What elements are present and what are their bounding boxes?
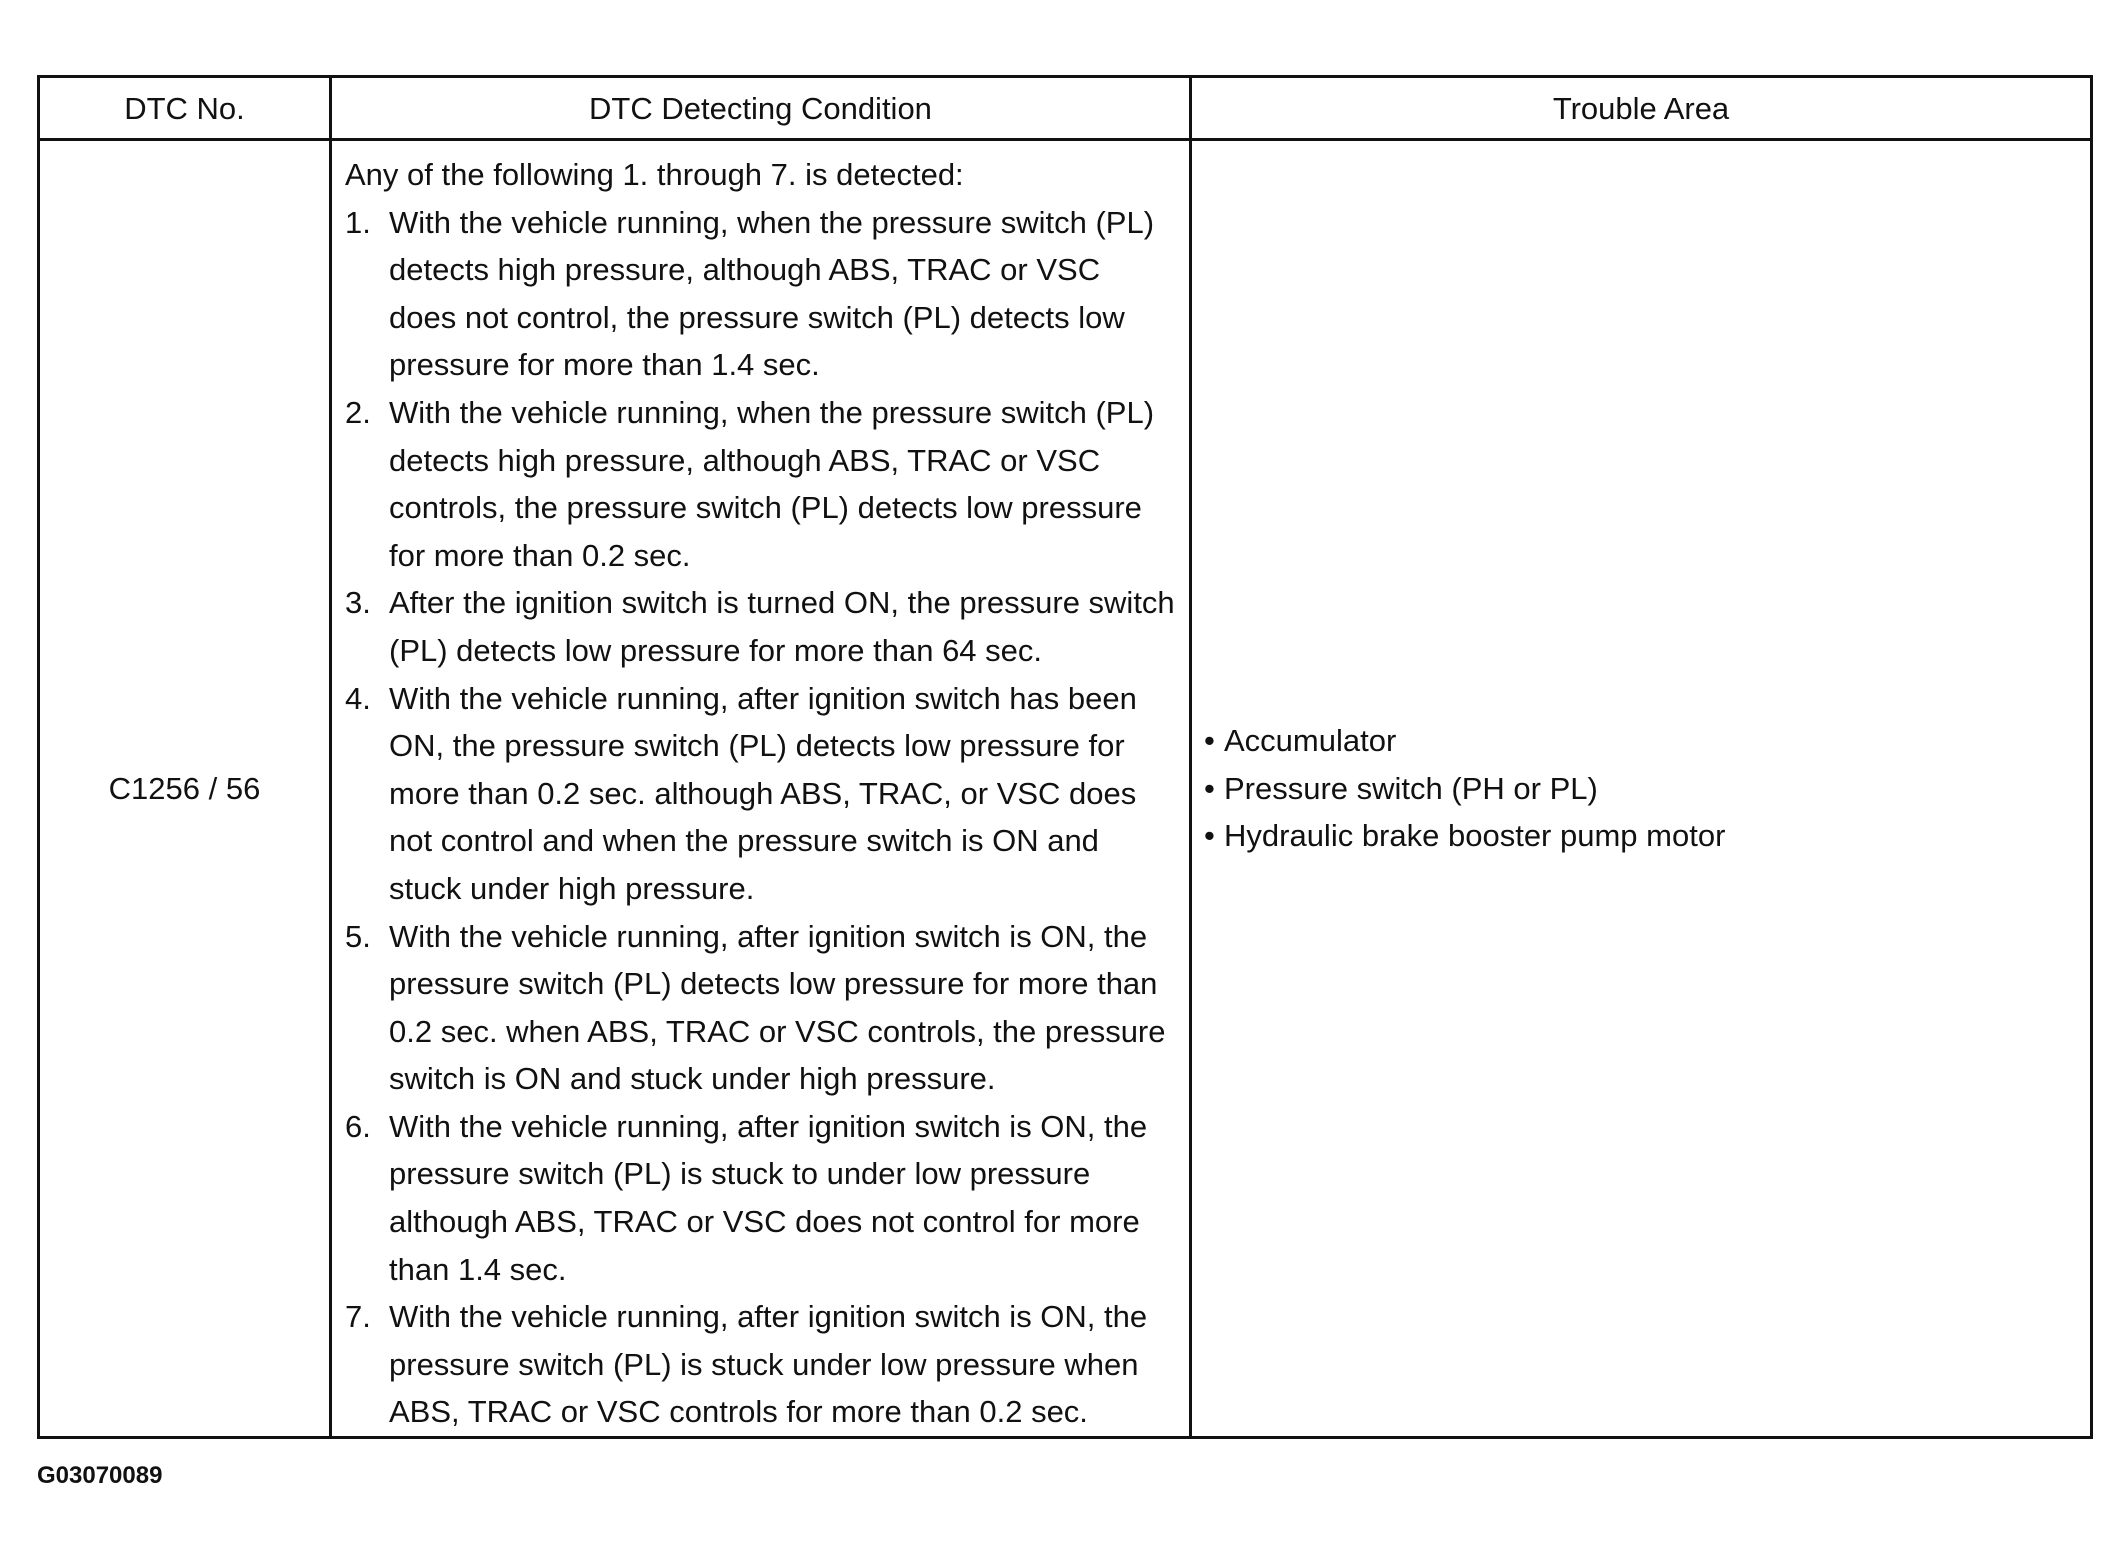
figure-id: G03070089 — [37, 1462, 163, 1489]
condition-number: 5. — [345, 918, 371, 954]
trouble-area-text: Accumulator — [1224, 723, 1397, 759]
header-trouble-area: Trouble Area — [1191, 77, 2092, 140]
condition-text: With the vehicle running, when the pressure switch (PL) detects high pressure, although ABS, TRAC or VSC does not control, the pressure switch (PL) detects low pressure for more than 1.4 sec. — [389, 204, 1155, 383]
condition-item — [345, 199, 1175, 389]
condition-item — [345, 913, 1175, 1103]
condition-number: 2. — [345, 394, 371, 430]
condition-text: With the vehicle running, after ignition switch is ON, the pressure switch (PL) is stuck under low pressure when ABS, TRAC or VSC controls for more than 0.2 sec. — [389, 1299, 1148, 1430]
trouble-area-list — [1204, 717, 2090, 860]
trouble-area-text: Pressure switch (PH or PL) — [1224, 770, 1598, 806]
condition-number: 3. — [345, 585, 371, 621]
header-detecting-condition: DTC Detecting Condition — [331, 77, 1191, 140]
condition-text: With the vehicle running, after ignition switch is ON, the pressure switch (PL) is stuck to under low pressure although ABS, TRAC or VSC does not control for more than 1.4 sec. — [389, 1108, 1148, 1287]
condition-item — [345, 1293, 1175, 1436]
trouble-area-item — [1204, 765, 2090, 813]
condition-list — [345, 199, 1175, 1436]
condition-number: 7. — [345, 1299, 371, 1335]
dtc-table — [37, 75, 2093, 1439]
trouble-area-cell — [1191, 140, 2092, 1438]
trouble-area-item — [1204, 812, 2090, 860]
bullet-icon: • — [1204, 723, 1215, 759]
condition-item — [345, 579, 1175, 674]
detecting-condition-cell — [331, 140, 1191, 1438]
condition-text: With the vehicle running, after ignition switch is ON, the pressure switch (PL) detects low pressure for more than 0.2 sec. when ABS, TRAC or VSC controls, the pressure switch is ON and stuck under high pressure. — [389, 918, 1166, 1097]
bullet-icon: • — [1204, 818, 1215, 854]
condition-text: With the vehicle running, when the pressure switch (PL) detects high pressure, although ABS, TRAC or VSC controls, the pressure switch (PL) detects low pressure for more than 0.2 sec. — [389, 394, 1155, 573]
condition-item — [345, 675, 1175, 913]
condition-number: 1. — [345, 204, 371, 240]
condition-number: 6. — [345, 1108, 371, 1144]
header-dtc-no: DTC No. — [39, 77, 331, 140]
trouble-area-item — [1204, 717, 2090, 765]
header-row — [39, 77, 2092, 140]
condition-text: After the ignition switch is turned ON, the pressure switch (PL) detects low pressure for more than 64 sec. — [389, 585, 1175, 668]
bullet-icon: • — [1204, 770, 1215, 806]
dtc-number-cell: C1256 / 56 — [39, 140, 331, 1438]
condition-number: 4. — [345, 680, 371, 716]
trouble-area-text: Hydraulic brake booster pump motor — [1224, 818, 1726, 854]
condition-intro: Any of the following 1. through 7. is detected: — [345, 157, 964, 192]
condition-text: With the vehicle running, after ignition switch has been ON, the pressure switch (PL) detects low pressure for more than 0.2 sec. although ABS, TRAC, or VSC does not control and when the pressure switch is ON and stuck under high pressure. — [389, 680, 1137, 906]
table-row — [39, 140, 2092, 1438]
condition-item — [345, 389, 1175, 579]
condition-item — [345, 1103, 1175, 1293]
